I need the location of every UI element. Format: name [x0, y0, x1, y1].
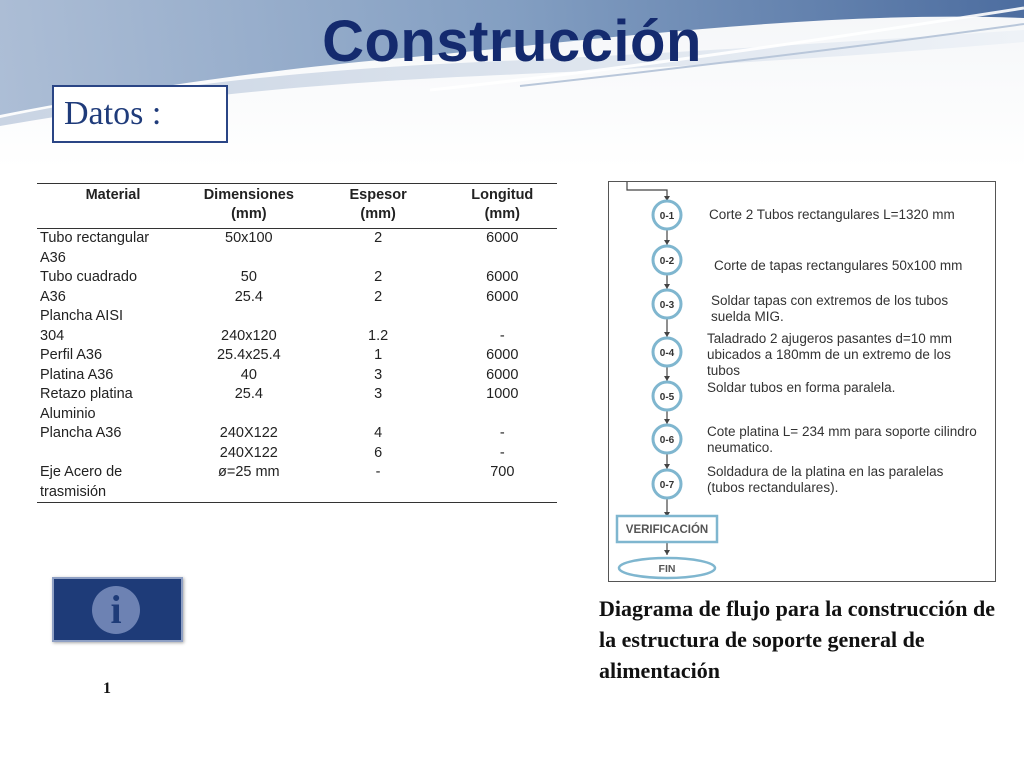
cell-longitud: 6000 [486, 288, 519, 305]
header-longitud-unit: (mm) [484, 206, 521, 222]
flow-arrowhead [664, 464, 670, 469]
cell-dimensiones: 25.4 [234, 386, 263, 402]
cell-longitud: - [499, 444, 505, 461]
flow-arrowhead [664, 376, 670, 381]
cell-longitud: 700 [490, 464, 515, 480]
cell-longitud: 1000 [486, 386, 519, 402]
table-row [37, 268, 557, 288]
cell-dimensiones: 240x120 [221, 327, 277, 344]
cell-espesor: 1.2 [368, 327, 389, 344]
header-espesor-label: Espesor [349, 187, 407, 203]
cell-longitud: 6000 [486, 230, 519, 246]
flow-step-id: 0-5 [659, 392, 675, 403]
table-row [37, 424, 557, 444]
cell-longitud [448, 249, 557, 269]
cell-espesor: 3 [374, 366, 383, 383]
flow-step-id: 0-1 [659, 211, 675, 222]
flow-arrowhead [664, 332, 670, 337]
flow-step-label: Soldar tapas con extremos de los tubos suelda MIG. [711, 293, 949, 324]
table-row [37, 307, 557, 327]
cell-espesor: 1 [374, 347, 383, 363]
datos-label-box: Datos : [52, 85, 228, 143]
flow-arrowhead [664, 419, 670, 424]
info-icon: i [92, 586, 140, 634]
flow-arrowhead [664, 550, 670, 555]
flow-step-id: 0-3 [659, 300, 675, 311]
page-title: Construcción [322, 9, 702, 74]
header-espesor-unit: (mm) [360, 206, 396, 222]
cell-espesor [309, 405, 448, 425]
cell-material: Tubo cuadrado [40, 269, 138, 285]
header-longitud [448, 184, 557, 229]
cell-dimensiones: ø=25 mm [218, 464, 280, 480]
cell-longitud: 6000 [486, 347, 519, 363]
cell-dimensiones [189, 307, 309, 327]
page-number: 1 [103, 680, 111, 697]
cell-longitud: 6000 [486, 269, 519, 285]
cell-longitud: - [499, 425, 505, 441]
flow-step-label: Cote platina L= 234 mm para soporte cilindro neumatico. [707, 424, 977, 455]
cell-espesor: 3 [374, 386, 383, 402]
table-row [37, 385, 557, 405]
table-row [37, 463, 557, 483]
cell-material: A36 [40, 249, 66, 266]
table-row [37, 327, 557, 347]
cell-espesor [309, 483, 448, 503]
cell-espesor: 2 [374, 230, 383, 246]
cell-material: Plancha A36 [40, 425, 122, 441]
header-material-label: Material [85, 187, 141, 203]
table-body [37, 229, 557, 503]
header-dimensiones [189, 184, 309, 229]
diagram-caption: Diagrama de flujo para la construcción de la estructura de soporte general de alimentación [599, 596, 995, 683]
cell-material: A36 [40, 288, 66, 305]
cell-espesor: 2 [374, 288, 383, 305]
cell-material [37, 444, 189, 464]
cell-espesor: 6 [374, 444, 383, 461]
cell-longitud [448, 483, 557, 503]
table-row [37, 288, 557, 308]
header-material [37, 184, 189, 229]
cell-material: trasmisión [37, 483, 189, 503]
cell-dimensiones: 25.4x25.4 [216, 347, 281, 363]
cell-dimensiones: 240X122 [219, 425, 278, 441]
cell-dimensiones: 25.4 [234, 288, 263, 305]
flow-step-label: Taladrado 2 ajugeros pasantes d=10 mm ubicados a 180mm de un extremo de los tubos [707, 331, 953, 378]
materials-table-wrap [37, 183, 557, 503]
table-row [37, 229, 557, 249]
cell-dimensiones: 40 [240, 366, 257, 383]
flow-step-label: Soldadura de la platina en las paralelas (tubos rectandulares). [707, 464, 944, 495]
cell-material: Platina A36 [40, 366, 114, 383]
cell-longitud: 6000 [486, 366, 519, 383]
cell-dimensiones [189, 405, 309, 425]
table-row [37, 249, 557, 269]
cell-material: Retazo platina [40, 386, 133, 402]
cell-material: Plancha AISI [40, 308, 124, 324]
cell-dimensiones: 240X122 [219, 444, 278, 461]
cell-material: Eje Acero de [40, 464, 123, 480]
header-longitud-label: Longitud [471, 187, 534, 203]
table-row [37, 405, 557, 425]
flow-step-label: Corte de tapas rectangulares 50x100 mm [714, 258, 963, 273]
flow-step-id: 0-6 [659, 435, 675, 446]
flow-diagram [608, 181, 996, 582]
cell-dimensiones: 50x100 [225, 230, 273, 246]
cell-longitud [448, 307, 557, 327]
table-header-row [37, 184, 557, 229]
flow-end-label: FIN [658, 563, 676, 575]
flow-step-label: Soldar tubos en forma paralela. [707, 380, 896, 395]
header-espesor [309, 184, 448, 229]
cell-material: Tubo rectangular [40, 230, 150, 246]
cell-espesor: - [375, 464, 381, 480]
cell-material: Aluminio [40, 405, 96, 422]
info-button[interactable] [52, 577, 183, 642]
flow-step-id: 0-2 [659, 256, 675, 267]
cell-espesor: 2 [374, 269, 383, 285]
cell-espesor: 4 [374, 425, 383, 441]
flow-arrowhead [664, 240, 670, 245]
flow-arrowhead [664, 284, 670, 289]
table-row [37, 444, 557, 464]
flow-step-id: 0-7 [659, 480, 675, 491]
cell-longitud [448, 405, 557, 425]
materials-table [37, 183, 557, 503]
cell-dimensiones: 50 [240, 269, 257, 285]
flow-step-label: Corte 2 Tubos rectangulares L=1320 mm [709, 207, 955, 222]
cell-longitud: - [499, 327, 505, 344]
cell-espesor [309, 249, 448, 269]
cell-material: Perfil A36 [40, 347, 103, 363]
header-dimensiones-label: Dimensiones [203, 187, 294, 203]
flow-entry-line [627, 182, 667, 200]
table-row [37, 346, 557, 366]
cell-material: 304 [40, 327, 65, 344]
cell-espesor [309, 307, 448, 327]
table-row [37, 366, 557, 386]
header-dimensiones-unit: (mm) [231, 206, 267, 222]
cell-dimensiones [189, 483, 309, 503]
flow-verify-label: VERIFICACIÓN [625, 524, 709, 536]
flow-step-id: 0-4 [659, 348, 675, 359]
cell-dimensiones [189, 249, 309, 269]
table-row [37, 483, 557, 503]
